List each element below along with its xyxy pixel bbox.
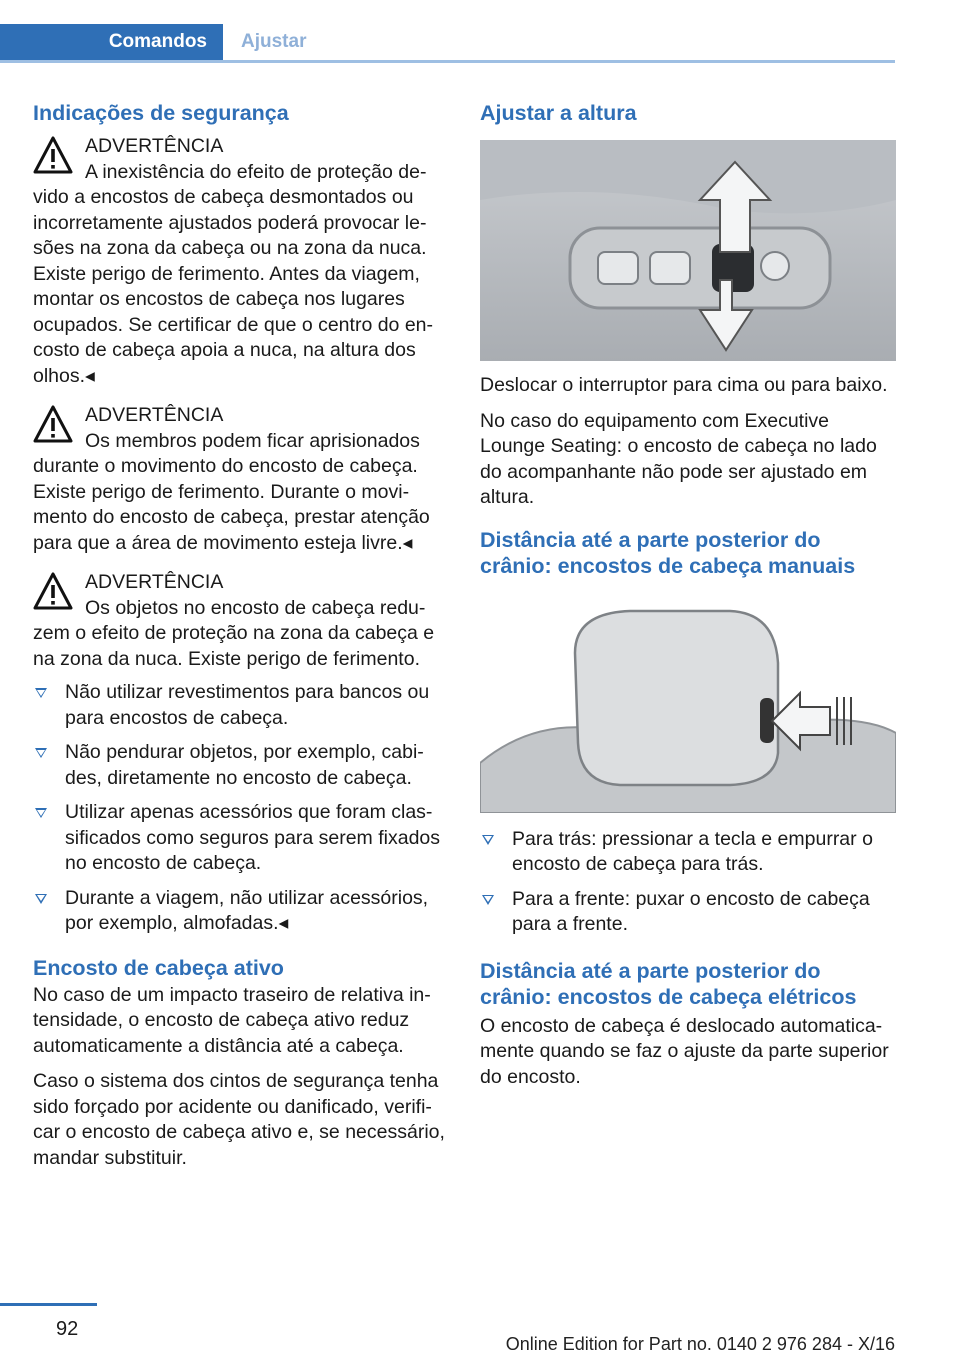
triangle-bullet-icon <box>35 808 47 818</box>
list-item: Utilizar apenas acessórios que foram clas-sificados como seguros para serem fixados no encosto de cabeça. <box>33 800 448 877</box>
list-item: Para trás: pressionar a tecla e empurrar o encosto de cabeça para trás. <box>480 827 896 878</box>
seat-switch-illustration <box>480 140 896 361</box>
triangle-bullet-icon <box>35 688 47 698</box>
list-item: Não utilizar revestimentos para bancos ou para encostos de cabeça. <box>33 680 448 731</box>
list-item: Não pendurar objetos, por exemplo, cabi-des, diretamente no encosto de cabeça. <box>33 740 448 791</box>
warning-title: ADVERTÊNCIA <box>85 571 224 593</box>
page-number: 92 <box>56 1318 79 1340</box>
section-title-electric: Distância até a parte posterior do crânio: encostos de cabeça elétricos <box>480 958 857 1009</box>
header-rule <box>0 60 895 63</box>
warning-title: ADVERTÊNCIA <box>85 135 224 157</box>
paragraph: No caso do equipamento com Executive Lounge Seating: o encosto de cabeça no lado do acompanhante não pode ser ajustado em altura. <box>480 409 877 508</box>
header-tabs <box>0 24 895 62</box>
warning-icon <box>33 136 73 174</box>
caption: Deslocar o interruptor para cima ou para baixo. <box>480 374 888 396</box>
safety-list <box>33 680 448 937</box>
warning-icon <box>33 405 73 443</box>
list-item: Para a frente: puxar o encosto de cabeça para a frente. <box>480 887 896 938</box>
edition-text: Online Edition for Part no. 0140 2 976 284 - X/16 <box>505 1334 895 1354</box>
warning-3 <box>33 570 448 672</box>
manual-list <box>480 827 896 938</box>
warning-text-first: Os objetos no encosto de cabeça redu- <box>85 596 426 619</box>
section-title-manual: Distância até a parte posterior do crânio: encostos de cabeça manuais <box>480 527 856 578</box>
warning-text: zem o efeito de proteção na zona da cabeça e na zona da nuca. Existe perigo de ferimento. <box>33 622 435 670</box>
footer-rule <box>0 1303 97 1306</box>
warning-text: durante o movimento do encosto de cabeça. Existe perigo de ferimento. Durante o movi-mento do encosto de cabeça, prestar atenção para que a área de movimento esteja livre.◂ <box>33 455 430 554</box>
right-column <box>480 100 896 1100</box>
warning-1 <box>33 134 448 389</box>
tab-comandos[interactable]: Comandos <box>0 24 223 60</box>
paragraph: No caso de um impacto traseiro de relativa in-tensidade, o encosto de cabeça ativo reduz automaticamente a distância até a cabeça. <box>33 983 431 1057</box>
warning-title: ADVERTÊNCIA <box>85 404 224 426</box>
triangle-bullet-icon <box>35 748 47 758</box>
warning-text-first: Os membros podem ficar aprisionados <box>85 429 420 452</box>
section-title-height: Ajustar a altura <box>480 101 637 125</box>
paragraph: Caso o sistema dos cintos de segurança tenha sido forçado por acidente ou danificado, verifi-car o encosto de cabeça ativo e, se necessário, mandar substituir. <box>33 1070 445 1169</box>
paragraph: O encosto de cabeça é deslocado automatica-mente quando se faz o ajuste da parte superior do encosto. <box>480 1014 889 1088</box>
triangle-bullet-icon <box>35 894 47 904</box>
warning-text: vido a encostos de cabeça desmontados ou incorretamente ajustados poderá provocar le-sões na zona da cabeça ou na zona da nuca. Existe perigo de ferimento. Antes da viagem, montar os encostos de cabeça nos lugares ocupados. Se certificar de que o centro do en-costo de cabeça apoia a nuca, na altura dos olhos.◂ <box>33 186 433 387</box>
left-column <box>33 100 448 1181</box>
tab-ajustar[interactable]: Ajustar <box>241 31 307 52</box>
warning-text-first: A inexistência do efeito de proteção de- <box>85 160 427 183</box>
triangle-bullet-icon <box>482 895 494 905</box>
list-item: Durante a viagem, não utilizar acessórios, por exemplo, almofadas.◂ <box>33 886 448 937</box>
section-title-safety: Indicações de segurança <box>33 101 289 125</box>
section-title-active-headrest: Encosto de cabeça ativo <box>33 955 284 980</box>
warning-icon <box>33 572 73 610</box>
triangle-bullet-icon <box>482 835 494 845</box>
warning-2 <box>33 403 448 556</box>
headrest-illustration <box>480 593 896 813</box>
